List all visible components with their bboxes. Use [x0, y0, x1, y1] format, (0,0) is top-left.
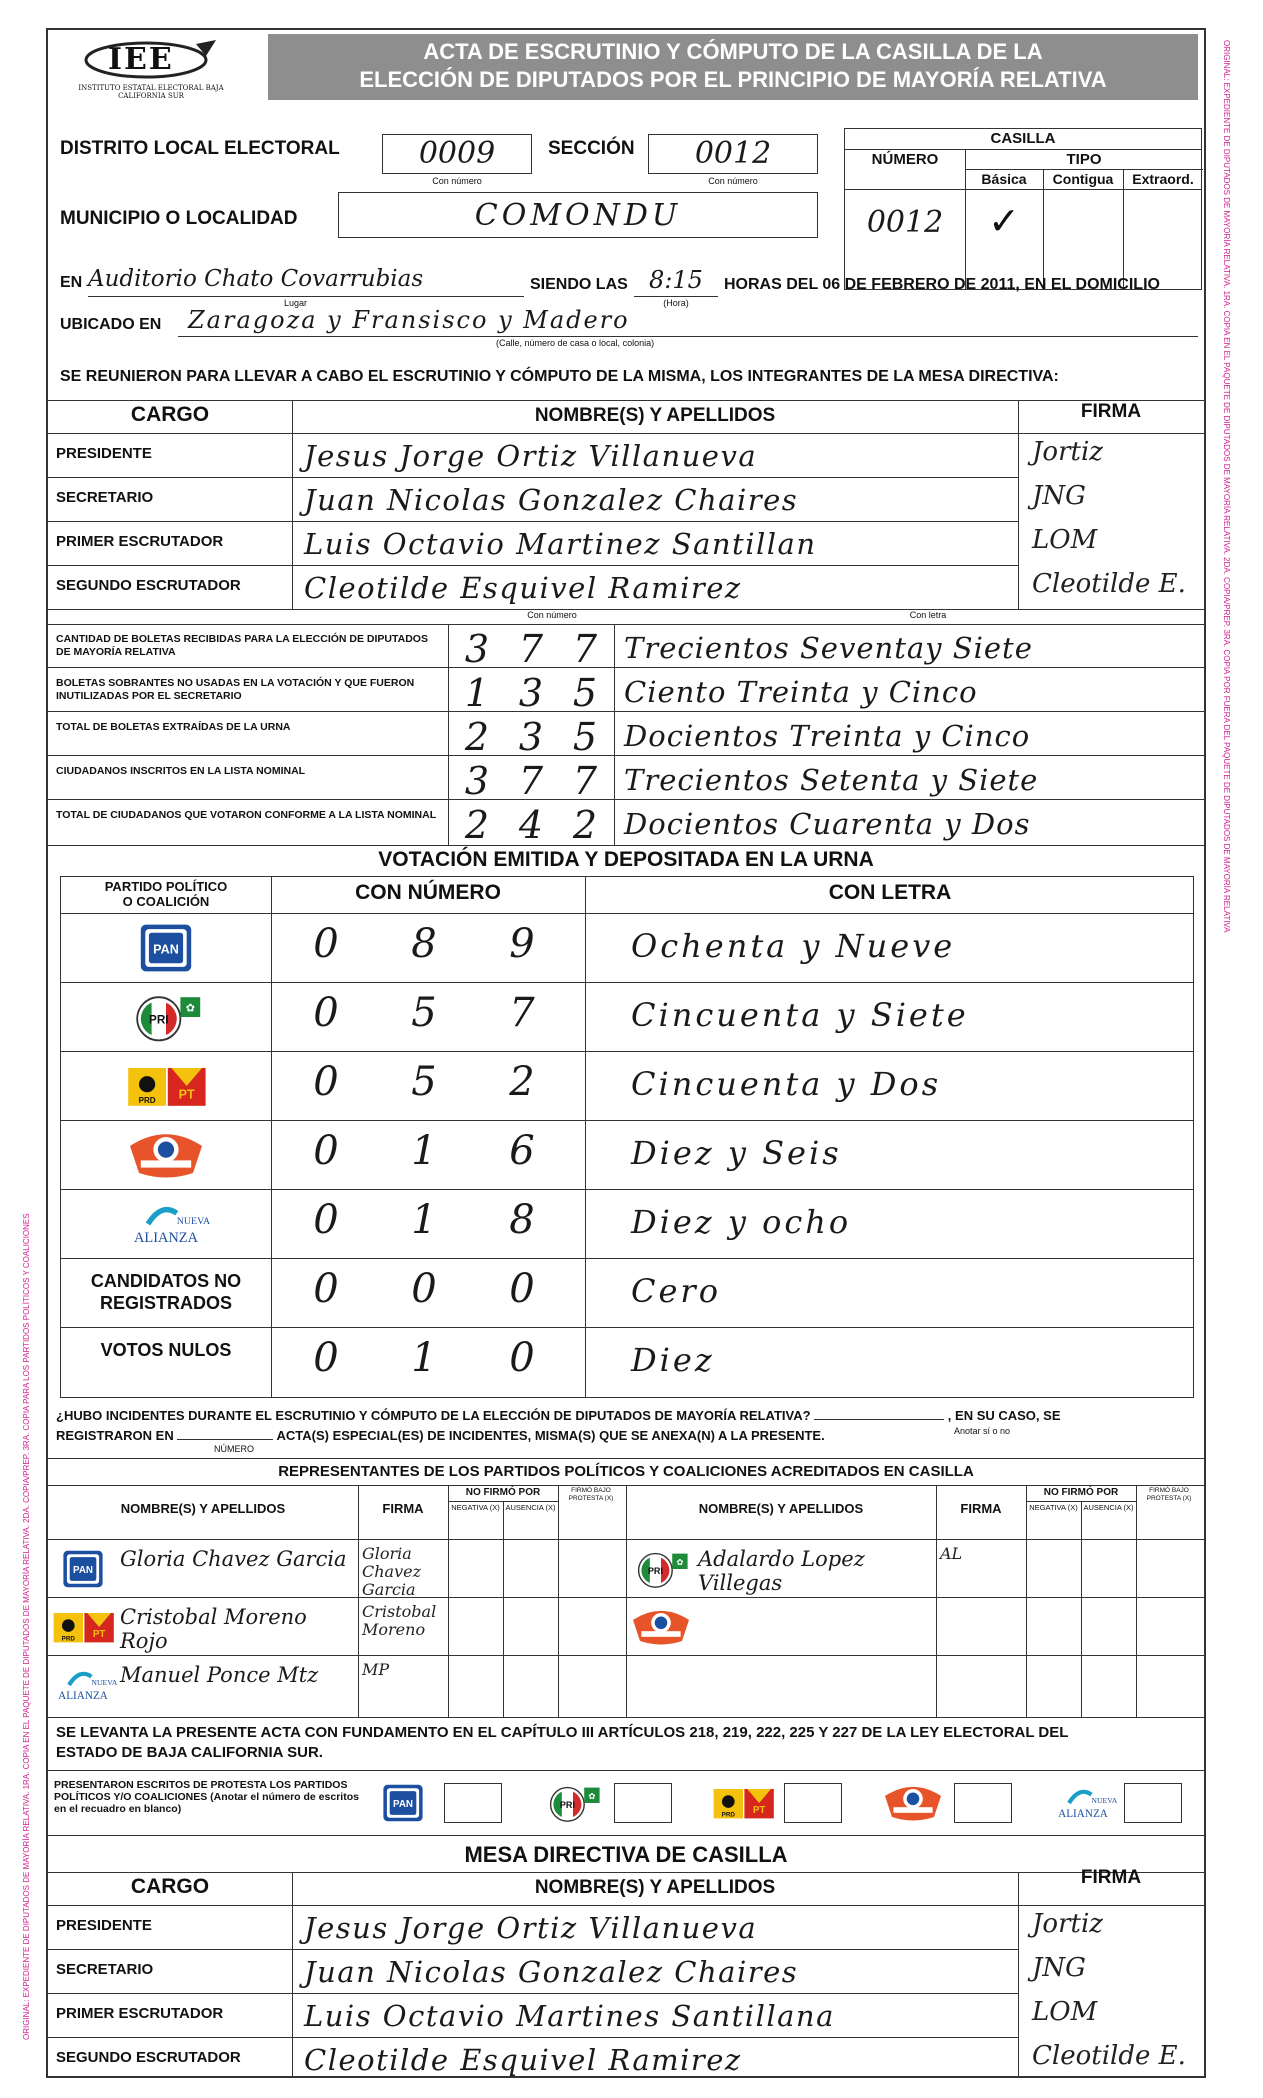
prd-pt-logo-icon [48, 1605, 118, 1654]
mesa-bottom-row-cargo: SECRETARIO [56, 1961, 154, 1978]
votacion-letra: Cincuenta y Siete [631, 996, 969, 1034]
distrito-label: DISTRITO LOCAL ELECTORAL [60, 138, 340, 159]
seccion-caption: Con número [708, 176, 758, 186]
svg-text:✿: ✿ [588, 1790, 596, 1801]
rep-negativa-header: NEGATIVA (X) [451, 1503, 500, 1512]
rep-firma: AL [940, 1544, 963, 1563]
rep-firma: Gloria Chavez Garcia [362, 1544, 422, 1599]
incidentes-acta: ACTA(S) ESPECIAL(ES) DE INCIDENTES, MISMA(S) QUE SE ANEXA(N) A LA PRESENTE. [276, 1428, 825, 1443]
mesa-top-row-cargo: PRIMER ESCRUTADOR [56, 533, 224, 550]
mesa-top-row-firma: Jortiz [1032, 437, 1103, 467]
votacion-letra: Diez y ocho [631, 1203, 852, 1241]
mesa-bottom-nombre-header: NOMBRE(S) Y APELLIDOS [534, 1877, 776, 1898]
lugar-caption: Lugar [284, 298, 308, 308]
mesa-top-nombre-header: NOMBRE(S) Y APELLIDOS [534, 405, 776, 426]
boletas-digit: 2 [464, 715, 490, 759]
boletas-table [48, 624, 1204, 846]
votacion-party-label: CANDIDATOS NO REGISTRADOS [90, 1271, 242, 1313]
boletas-digit: 1 [464, 671, 490, 715]
rep-firma-header: FIRMA [382, 1501, 424, 1516]
rep-nombre: Gloria Chavez Garcia [120, 1547, 347, 1571]
mesa-bottom-row-firma: Cleotilde E. [1032, 2041, 1186, 2071]
votacion-letra: Ochenta y Nueve [631, 927, 956, 965]
casilla-extraord: Extraord. [1132, 171, 1194, 187]
boletas-label: CANTIDAD DE BOLETAS RECIBIDAS PARA LA ELECCIÓN DE DIPUTADOS DE MAYORÍA RELATIVA [56, 633, 428, 658]
incidentes-registraron: REGISTRARON EN [56, 1428, 174, 1443]
seccion-label: SECCIÓN [548, 138, 635, 159]
boletas-digit: 5 [572, 715, 598, 759]
mesa-bottom-row-cargo: PRIMER ESCRUTADOR [56, 2005, 224, 2022]
rep-nombre: Manuel Ponce Mtz [120, 1663, 319, 1687]
mesa-bottom-row-nombre: Jesus Jorge Ortiz Villanueva [304, 1911, 758, 1945]
protesta-count-box[interactable] [614, 1783, 672, 1823]
convergencia-logo-icon [878, 1781, 948, 1830]
nueva-alianza-logo-icon [48, 1663, 118, 1712]
incidentes-line2 [56, 1428, 825, 1443]
svg-text:✿: ✿ [676, 1556, 684, 1567]
votacion-letra: Cincuenta y Dos [631, 1065, 942, 1103]
votacion-digit: 7 [509, 990, 535, 1036]
mesa-bottom-row-nombre: Juan Nicolas Gonzalez Chaires [304, 1955, 799, 1989]
protesta-text: PRESENTARON ESCRITOS DE PROTESTA LOS PARTIDOS POLÍTICOS Y/O COALICIONES (Anotar el número de escritos en el recuadro en blanco) [54, 1779, 359, 1815]
casilla-box [844, 128, 1202, 290]
horas-text: HORAS DEL 06 DE FEBRERO DE 2011, EN EL DOMICILIO [724, 276, 1160, 293]
boletas-digit: 3 [464, 627, 490, 671]
iee-logo [76, 36, 226, 98]
nueva-alianza-logo-icon [121, 1195, 211, 1258]
side-text-left: ORIGINAL: EXPEDIENTE DE DIPUTADOS DE MAYORÍA RELATIVA. 1RA. COPIA EN EL PAQUETE DE DIPUTADOS DE MAYORÍA RELATIVA. 2DA. COPIA/PREP. 3RA. COPIA PARA LOS PARTIDOS POLÍTICOS Y COALICIONES [22, 1213, 31, 2040]
en-label: EN [60, 274, 83, 291]
rep-protesta-header: FIRMÓ BAJO PROTESTA (X) [1146, 1487, 1192, 1502]
votacion-digit: 0 [313, 1335, 339, 1381]
incidentes-numero-caption: NÚMERO [214, 1444, 254, 1454]
svg-text:NUEVA: NUEVA [1091, 1796, 1118, 1805]
title-line2: ELECCIÓN DE DIPUTADOS POR EL PRINCIPIO DE MAYORÍA RELATIVA [359, 67, 1107, 92]
boletas-digit: 5 [572, 671, 598, 715]
casilla-basica: Básica [981, 171, 1027, 187]
mesa-bottom-cargo-header: CARGO [130, 1875, 210, 1898]
votacion-digit: 0 [313, 1197, 339, 1243]
votacion-digit: 0 [313, 921, 339, 967]
svg-text:PRI: PRI [647, 1565, 663, 1576]
rep-protesta-header: FIRMÓ BAJO PROTESTA (X) [568, 1487, 614, 1502]
svg-text:ALIANZA: ALIANZA [58, 1690, 108, 1702]
votacion-numero-header: CON NÚMERO [355, 881, 501, 904]
casilla-numero-value: 0012 [866, 205, 944, 240]
votacion-digit: 0 [313, 1059, 339, 1105]
boletas-digit: 7 [572, 759, 598, 803]
votacion-digit: 6 [509, 1128, 535, 1174]
incidentes-line1-end: , EN SU CASO, SE [947, 1408, 1061, 1423]
svg-text:PT: PT [178, 1087, 195, 1102]
fundamento-line1: SE LEVANTA LA PRESENTE ACTA CON FUNDAMENTO EN EL CAPÍTULO III ARTÍCULOS 218, 219, 222, 225 Y 227 DE LA LEY ELECTORAL DEL [56, 1724, 1069, 1741]
title-line1: ACTA DE ESCRUTINIO Y CÓMPUTO DE LA CASILLA DE LA [423, 39, 1043, 64]
casilla-numero-label: NÚMERO [871, 151, 939, 168]
representantes-table [48, 1458, 1204, 1718]
boletas-digit: 4 [518, 803, 544, 847]
pri-logo-icon [538, 1781, 608, 1830]
municipio-label: MUNICIPIO O LOCALIDAD [60, 208, 298, 229]
pri-logo-icon [626, 1547, 696, 1596]
mesa-bottom-title: MESA DIRECTIVA DE CASILLA [464, 1842, 788, 1867]
rep-nombre: Adalardo Lopez Villegas [698, 1547, 865, 1595]
municipio-value: COMONDU [474, 198, 682, 233]
title-band [268, 34, 1198, 100]
votacion-table [60, 876, 1194, 1398]
rep-firma: Cristobal Moreno [362, 1602, 437, 1639]
rep-nombre: Cristobal Moreno Rojo [120, 1605, 307, 1653]
svg-text:PT: PT [752, 1804, 766, 1816]
pri-logo-icon [121, 988, 211, 1051]
boletas-digit: 2 [464, 803, 490, 847]
rep-no-firmo-header: NO FIRMÓ POR [1043, 1487, 1119, 1498]
rep-negativa-header: NEGATIVA (X) [1029, 1503, 1078, 1512]
rep-firma-header: FIRMA [960, 1501, 1002, 1516]
boletas-letra: Trecientos Setenta y Siete [624, 763, 1039, 797]
votacion-letra: Diez y Seis [631, 1134, 842, 1172]
svg-text:PT: PT [92, 1628, 106, 1640]
boletas-label: BOLETAS SOBRANTES NO USADAS EN LA VOTACIÓN Y QUE FUERON INUTILIZADAS POR EL SECRETARIO [56, 677, 415, 702]
boletas-letra: Docientos Cuarenta y Dos [624, 807, 1031, 841]
distrito-box [382, 134, 532, 174]
mesa-bottom-row-cargo: SEGUNDO ESCRUTADOR [56, 2049, 241, 2066]
mesa-bottom-table [48, 1867, 1204, 2078]
rep-ausencia-header: AUSENCIA (X) [505, 1503, 556, 1512]
pan-logo-icon [48, 1547, 118, 1596]
rep-no-firmo-header: NO FIRMÓ POR [465, 1487, 541, 1498]
mesa-bottom-row-firma: JNG [1032, 1953, 1086, 1983]
votacion-partido-header: PARTIDO POLÍTICO O COALICIÓN [104, 879, 228, 909]
votacion-title: VOTACIÓN EMITIDA Y DEPOSITADA EN LA URNA [378, 848, 874, 871]
mesa-bottom-row-firma: Jortiz [1032, 1909, 1103, 1939]
fundamento-line2: ESTADO DE BAJA CALIFORNIA SUR. [56, 1744, 323, 1761]
casilla-title: CASILLA [990, 130, 1056, 147]
boletas-digit: 7 [518, 759, 544, 803]
pan-logo-icon [368, 1781, 438, 1830]
distrito-caption: Con número [432, 176, 482, 186]
seccion-value: 0012 [694, 136, 772, 171]
hora-caption: (Hora) [663, 298, 689, 308]
mesa-top-row-cargo: SEGUNDO ESCRUTADOR [56, 577, 241, 594]
mesa-top-row-firma: Cleotilde E. [1032, 569, 1186, 599]
mesa-top-row-nombre: Cleotilde Esquivel Ramirez [304, 571, 742, 605]
mesa-bottom-row-firma: LOM [1032, 1997, 1098, 2027]
boletas-digit: 3 [518, 715, 544, 759]
hora-value: 8:15 [649, 266, 703, 294]
svg-text:NUEVA: NUEVA [91, 1678, 118, 1687]
municipio-box [338, 192, 818, 238]
protesta-box [48, 1770, 1204, 1836]
votacion-digit: 2 [509, 1059, 535, 1105]
svg-text:PRD: PRD [61, 1635, 75, 1643]
svg-text:PRI: PRI [559, 1799, 575, 1810]
mesa-top-row-nombre: Luis Octavio Martinez Santillan [304, 527, 817, 561]
pan-logo-icon [121, 919, 211, 982]
protesta-count-box[interactable] [444, 1783, 502, 1823]
votacion-digit: 0 [313, 1266, 339, 1312]
boletas-digit: 3 [464, 759, 490, 803]
svg-text:PAN: PAN [73, 1565, 93, 1577]
rep-nombre-header: NOMBRE(S) Y APELLIDOS [698, 1501, 864, 1516]
representantes-title: REPRESENTANTES DE LOS PARTIDOS POLÍTICOS Y COALICIONES ACREDITADOS EN CASILLA [278, 1463, 974, 1480]
votacion-digit: 5 [411, 1059, 437, 1105]
rep-nombre-header: NOMBRE(S) Y APELLIDOS [120, 1501, 286, 1516]
protesta-count-box[interactable] [1124, 1783, 1182, 1823]
domicilio-value: Zaragoza y Fransisco y Madero [188, 306, 630, 334]
votacion-digit: 0 [509, 1335, 535, 1381]
votacion-digit: 0 [509, 1266, 535, 1312]
votacion-digit: 9 [509, 921, 535, 967]
iee-caption: INSTITUTO ESTATAL ELECTORAL BAJA CALIFORNIA SUR [78, 84, 224, 100]
siendo-label: SIENDO LAS [530, 276, 628, 293]
votacion-digit: 8 [509, 1197, 535, 1243]
boletas-digit: 7 [572, 627, 598, 671]
votacion-digit: 1 [411, 1335, 437, 1381]
casilla-contigua: Contigua [1052, 171, 1114, 187]
svg-text:PRD: PRD [721, 1811, 735, 1819]
votacion-digit: 0 [313, 990, 339, 1036]
mesa-top-firma-header: FIRMA [1080, 401, 1142, 422]
rep-ausencia-header: AUSENCIA (X) [1083, 1503, 1134, 1512]
votacion-letra: Diez [631, 1341, 715, 1379]
convergencia-logo-icon [626, 1605, 696, 1654]
svg-text:PAN: PAN [393, 1799, 413, 1811]
domicilio-caption: (Calle, número de casa o local, colonia) [496, 338, 655, 348]
incidentes-line1 [56, 1408, 1196, 1423]
protesta-count-box[interactable] [784, 1783, 842, 1823]
mesa-top-row-nombre: Jesus Jorge Ortiz Villanueva [304, 439, 758, 473]
mesa-top-row-firma: LOM [1032, 525, 1098, 555]
incidentes-question: ¿HUBO INCIDENTES DURANTE EL ESCRUTINIO Y CÓMPUTO DE LA ELECCIÓN DE DIPUTADOS DE MAYORÍA RELATIVA? [56, 1408, 811, 1423]
rep-firma: MP [362, 1660, 390, 1679]
svg-text:ALIANZA: ALIANZA [1058, 1808, 1108, 1820]
boletas-letra: Ciento Treinta y Cinco [624, 675, 978, 709]
boletas-label: TOTAL DE CIUDADANOS QUE VOTARON CONFORME A LA LISTA NOMINAL [56, 809, 437, 821]
reunieron-text: SE REUNIERON PARA LLEVAR A CABO EL ESCRUTINIO Y CÓMPUTO DE LA MISMA, LOS INTEGRANTES DE LA MESA DIRECTIVA: [60, 368, 1059, 385]
boletas-label: CIUDADANOS INSCRITOS EN LA LISTA NOMINAL [56, 765, 306, 777]
mesa-bottom-firma-header: FIRMA [1080, 1867, 1142, 1888]
seccion-box [648, 134, 818, 174]
votacion-party-label: VOTOS NULOS [100, 1340, 232, 1360]
votacion-digit: 0 [411, 1266, 437, 1312]
mesa-top-row-cargo: SECRETARIO [56, 489, 154, 506]
svg-text:ALIANZA: ALIANZA [134, 1230, 198, 1246]
boletas-digit: 2 [572, 803, 598, 847]
incidentes-sino-caption: Anotar sí o no [954, 1426, 1011, 1436]
mesa-bottom-row-nombre: Luis Octavio Martines Santillana [304, 1999, 835, 2033]
ubicado-label: UBICADO EN [60, 316, 162, 333]
svg-text:PAN: PAN [153, 942, 179, 957]
acta-form [46, 28, 1206, 2078]
votacion-letra-header: CON LETRA [828, 881, 952, 904]
votacion-letra: Cero [631, 1272, 721, 1310]
casilla-tipo-label: TIPO [1066, 151, 1102, 168]
prd-pt-logo-icon [121, 1057, 211, 1120]
boletas-letra-caption: Con letra [909, 610, 947, 620]
mesa-top-cargo-header: CARGO [130, 403, 210, 426]
boletas-digit: 3 [518, 671, 544, 715]
nueva-alianza-logo-icon [1048, 1781, 1118, 1830]
mesa-top-row-cargo: PRESIDENTE [56, 445, 152, 462]
convergencia-logo-icon [121, 1126, 211, 1189]
svg-text:PRI: PRI [149, 1013, 169, 1027]
prd-pt-logo-icon [708, 1781, 778, 1830]
votacion-digit: 5 [411, 990, 437, 1036]
boletas-digit: 7 [518, 627, 544, 671]
distrito-value: 0009 [418, 136, 496, 171]
protesta-count-box[interactable] [954, 1783, 1012, 1823]
mesa-top-row-nombre: Juan Nicolas Gonzalez Chaires [304, 483, 799, 517]
boletas-numero-caption: Con número [527, 610, 577, 620]
svg-text:✿: ✿ [185, 1002, 195, 1015]
mesa-bottom-row-cargo: PRESIDENTE [56, 1917, 152, 1934]
mesa-bottom-row-nombre: Cleotilde Esquivel Ramirez [304, 2043, 742, 2077]
lugar-value: Auditorio Chato Covarrubias [88, 266, 424, 292]
boletas-label: TOTAL DE BOLETAS EXTRAÍDAS DE LA URNA [56, 721, 291, 733]
svg-text:PRD: PRD [138, 1096, 156, 1106]
boletas-letra: Docientos Treinta y Cinco [624, 719, 1031, 753]
boletas-letra: Trecientos Seventay Siete [624, 631, 1033, 665]
svg-text:NUEVA: NUEVA [176, 1216, 211, 1227]
votacion-digit: 1 [411, 1197, 437, 1243]
votacion-digit: 1 [411, 1128, 437, 1174]
side-text-right: ORIGINAL: EXPEDIENTE DE DIPUTADOS DE MAYORÍA RELATIVA. 1RA. COPIA EN EL PAQUETE DE DIPUTADOS DE MAYORÍA RELATIVA. 2DA. COPIA/PREP. 3RA. COPIA POR FUERA DEL PAQUETE DE DIPUTADOS DE MAYORÍA RELATIVA [1222, 40, 1231, 933]
votacion-digit: 8 [411, 921, 437, 967]
votacion-digit: 0 [313, 1128, 339, 1174]
mesa-top-row-firma: JNG [1032, 481, 1086, 511]
casilla-basica-check: ✓ [988, 201, 1020, 243]
mesa-top-table [48, 400, 1204, 610]
iee-logo-text: IEE [108, 42, 174, 77]
